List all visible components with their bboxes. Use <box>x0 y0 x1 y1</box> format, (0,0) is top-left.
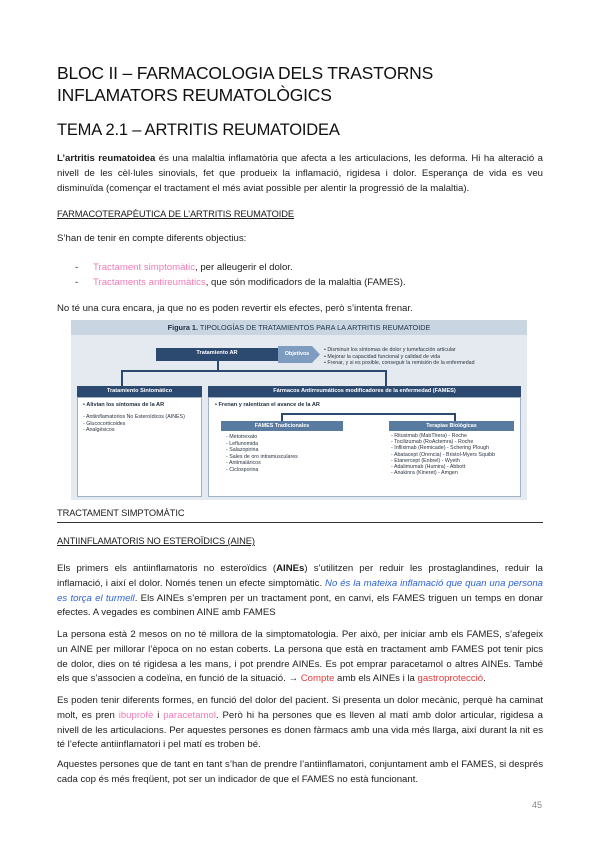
page-number: 45 <box>532 800 543 810</box>
drug-item: - Sales de oro intramusculares <box>226 453 298 460</box>
text-run: ) s’utilitzen per reduir les prostaglandines, reduir la inflamació, i així el dolor. Només tenen un efecte simptomàtic. <box>57 563 543 589</box>
traditional-fames-list <box>226 434 346 474</box>
objective-rest: , per alleugerir el dolor. <box>195 262 293 273</box>
objectives-intro: S’han de tenir en compte diferents objectius: <box>57 233 247 244</box>
bullet-dash: - <box>75 277 79 288</box>
objective-highlight: Tractament simptomàtic <box>93 262 196 273</box>
drug-item: - Analgésicos <box>83 427 115 434</box>
objective-line: • Mejorar la capacidad funcional y calidad de vida <box>324 353 441 360</box>
drug-item: - Metotrexato <box>226 434 258 440</box>
section-heading-symptomatic: TRACTAMENT SIMPTOMÀTIC <box>57 508 185 518</box>
symptomatic-panel <box>77 397 202 497</box>
objective-highlight: Tractaments antireumàtics <box>93 277 206 288</box>
paragraph-bridge-treatment <box>57 628 543 687</box>
objective-line: • Frenar, y si es posible, conseguir la remisión de la enfermedad <box>324 360 475 367</box>
text-run: La persona està 2 mesos on no té millora de la simptomatologia. Per això, per iniciar amb els FAMES, s’afegeix un AINE per millorar l’època on no estan coberts. La persona que està en tractament amb FAMES pot tenir pics de dolor, dies on té rigidesa a les mans, i pot prendre AINEs. Es pot emprar paracetamol o altres AINEs. També els que s’associen a codeïna, en funció de la situació. → <box>57 629 543 685</box>
connector <box>385 370 387 386</box>
objectives-list <box>324 347 524 367</box>
drug-item: - Antimaláricos <box>226 460 261 467</box>
intro-paragraph <box>57 152 543 196</box>
drug-item: - Glucocorticoides <box>83 420 126 427</box>
text-run: Els primers els antiinflamatoris no esteroïdics ( <box>57 563 277 574</box>
text-run: . Els AINEs s’empren per un tractament pont, en canvi, els FAMES triguen un temps en donar efectes. A vegades es combinen AINE amb FAMES <box>57 592 543 619</box>
drug-item: - Anakinra (Kineret) - Amgen <box>391 470 458 477</box>
connector <box>281 413 455 415</box>
figure-title-text: TIPOLOGÍAS DE TRATAMIENTOS PARA LA ARTRITIS REUMATOIDE <box>198 323 431 332</box>
section-rule <box>57 522 543 523</box>
drug-item: - Antiinflamatorios No Esteroídicos (AINES) <box>83 414 185 420</box>
chapter-title: BLOC II – FARMACOLOGIA DELS TRASTORNS INFLAMATORS REUMATOLÒGICS <box>57 63 434 105</box>
no-cure-sentence: No té una cura encara, ja que no es poden revertir els efectes, però s’intenta frenar. <box>57 303 413 314</box>
paragraph-aines-intro <box>57 562 543 621</box>
connector <box>121 370 386 372</box>
symptomatic-list <box>83 414 201 434</box>
paragraph-fames-indicator: Aquestes persones que de tant en tant s’han de prendre l’antiinflamatori, conjuntament amb el FAMES, si després cada cop és més freqüent, pot ser un indicador de que el FAMES no està funcionant. <box>57 759 543 785</box>
drug-item: - Salazopirina <box>226 447 259 454</box>
objective-line: • Disminuir los síntomas de dolor y tumefacción articular <box>324 347 456 353</box>
figure-label: Figura 1. <box>167 323 199 332</box>
topic-title: TEMA 2.1 – ARTRITIS REUMATOIDEA <box>57 121 340 139</box>
objective-item <box>93 277 406 288</box>
text-run: . Però hi ha persones que es lleven al matí amb dolor articular, rigidesa a nivell de les articulacions. Per aquestes persones es donen fàrmacs amb una vida més llarga, així durant la nit es té l’efecte antiinflamatori i pel matí es troben bé. <box>57 709 543 751</box>
symptomatic-summary: • Alivian los síntomas de la AR <box>83 402 165 408</box>
objectives-label: Objetivos <box>284 351 310 357</box>
figure-title <box>71 323 527 332</box>
fames-header: Fármacos Antirreumáticos modificadores de la enfermedad (FAMES) <box>208 386 521 397</box>
drug-item: - Tocilizumab (RoActemra) - Roche <box>391 439 474 446</box>
biologic-therapies-list <box>391 433 517 476</box>
intro-term: L’artritis reumatoidea <box>57 153 156 164</box>
traditional-fames-header: FAMES Tradicionales <box>221 421 343 431</box>
highlight-note: No és la mateixa inflamació que quan una persona es torça el turmell <box>57 577 543 604</box>
text-run: Es poden tenir diferents formes, en funció del dolor del pacient. Si presenta un dolor mecànic, perquè ha caminat molt, es pren <box>57 695 543 721</box>
drug-item: - Rituximab (MabThera) - Roche <box>391 433 467 439</box>
drug-item: - Abatacept (Orencia) - Bristol-Myers Squibb <box>391 451 495 458</box>
symptomatic-header: Tratamiento Sintomático <box>77 386 202 397</box>
drug-item: - Etanercept (Enbrel) - Wyeth <box>391 457 460 464</box>
objective-item <box>93 262 293 273</box>
root-node: Tratamiento AR <box>156 348 278 361</box>
drug-highlight: ibuprofè <box>118 709 154 721</box>
drug-item: - Leflunomida <box>226 440 259 447</box>
drug-item: - Ciclosporina <box>226 466 259 473</box>
fames-summary: • Frenan y ralentizan el avance de la AR <box>215 402 320 408</box>
drug-highlight: paracetamol <box>163 709 216 721</box>
warning-word: Compte <box>300 673 335 685</box>
aines-term: AINEs <box>276 563 305 574</box>
drug-item: - Infliximab (Remicade) - Schering Plough <box>391 445 490 452</box>
text-run: . <box>483 673 486 685</box>
section-heading-pharmacotherapy: FARMACOTERAPÈUTICA DE L’ARTRITIS REUMATOIDE <box>57 209 294 219</box>
paragraph-pain-types <box>57 694 543 753</box>
text-run: amb els AINEs i la <box>334 673 418 685</box>
treatment-types-figure <box>71 320 527 500</box>
section-heading-aine: ANTIINFLAMATORIS NO ESTEROÏDICS (AINE) <box>57 536 255 546</box>
connector <box>121 370 123 386</box>
text-run: i <box>153 709 164 721</box>
connector <box>454 413 456 421</box>
drug-item: - Adalimumab (Humira) - Abbott <box>391 464 466 471</box>
biologic-therapies-header: Terapias Biológicas <box>389 421 514 431</box>
intro-text: és una malaltia inflamatòria que afecta a les articulacions, les deforma. Hi ha alteració a nivell de les cèl·lules sinovials, fet que produeix la inflamació, rigidesa i dolor. Esperança de vida es veu disminuïda (començar el tractament el més aviat possible per alentir la progressió de la malaltia). <box>57 153 543 194</box>
objective-rest: , que són modificadors de la malaltia (FAMES). <box>205 277 406 288</box>
gastroprotection-word: gastroprotecció <box>417 673 484 685</box>
bullet-dash: - <box>75 262 79 273</box>
